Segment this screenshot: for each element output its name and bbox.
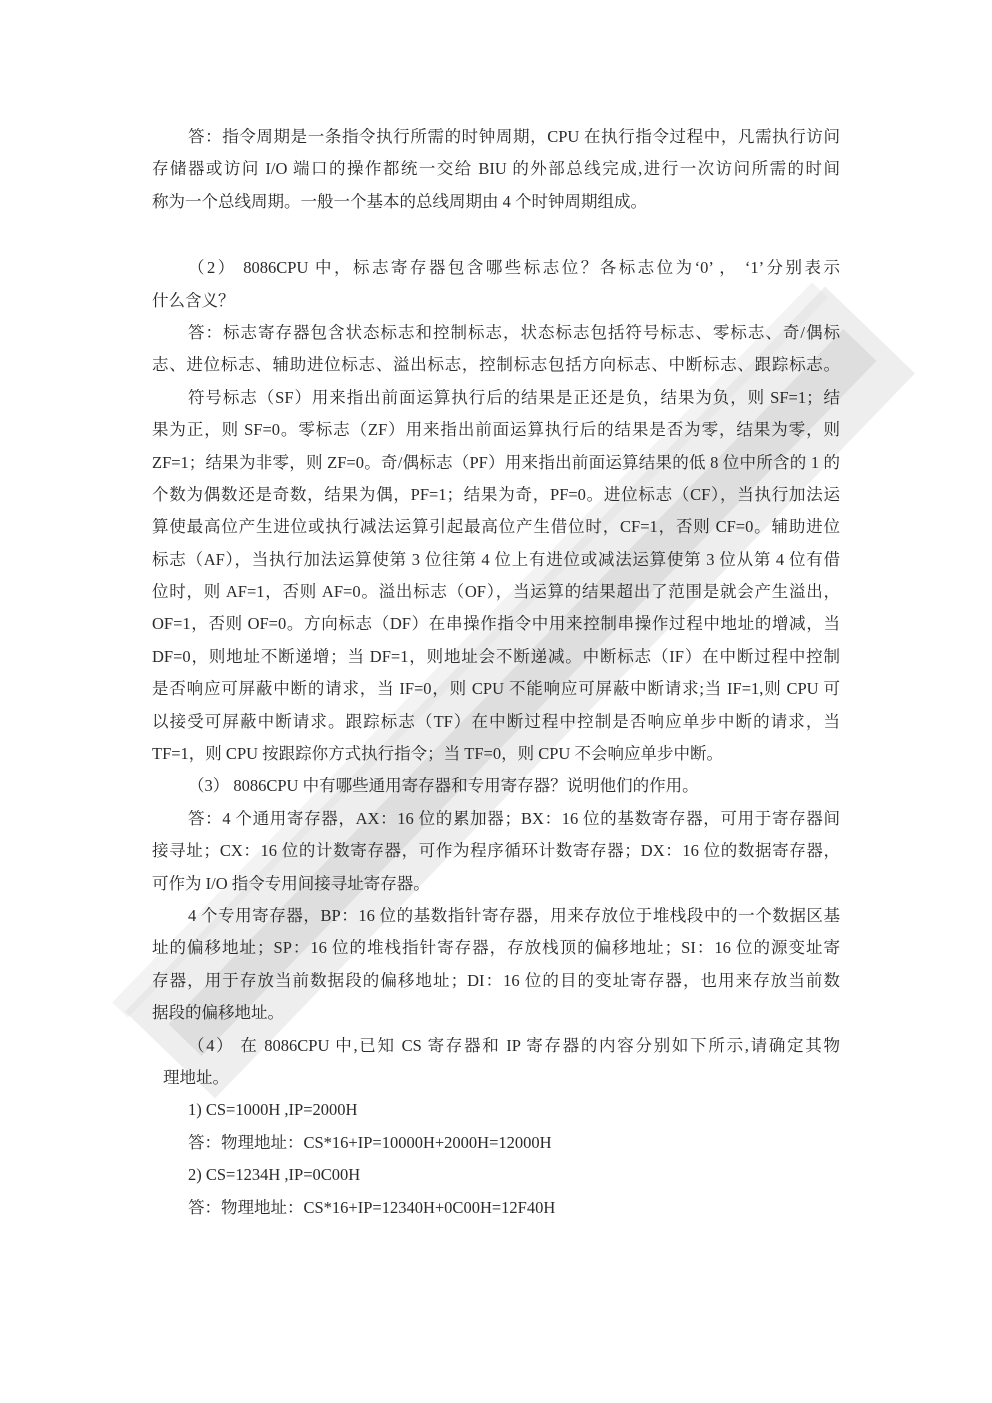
answer-2-detail-line-12: TF=1，则 CPU 按跟踪你方式执行指令；当 TF=0，则 CPU 不会响应单步中断。 xyxy=(152,744,723,764)
case-2-answer: 答：物理地址：CS*16+IP=12340H+0C00H=12F40H xyxy=(188,1197,556,1217)
question-3 xyxy=(152,770,840,1029)
answer-1-line-2: 存储器或访问 I/O 端口的操作都统一交给 BIU 的外部总线完成,进行一次访问所需的时间 xyxy=(152,159,840,179)
question-4-line-1: （4） 在 8086CPU 中,已知 CS 寄存器和 IP 寄存器的内容分别如下所示,请确定其物 xyxy=(188,1035,840,1055)
answer-3-special-line-3: 存器，用于存放当前数据段的偏移地址；DI：16 位的目的变址寄存器，也用来存放当前数 xyxy=(152,970,840,990)
answer-3-special-line-2: 址的偏移地址；SP：16 位的堆栈指针寄存器，存放栈顶的偏移地址；SI：16 位的源变址寄 xyxy=(152,938,840,958)
answer-3-general-line-1: 答：4 个通用寄存器，AX：16 位的累加器；BX：16 位的基数寄存器，可用于寄存器间 xyxy=(188,808,840,828)
answer-2-detail-line-1: 符号标志（SF）用来指出前面运算执行后的结果是正还是负，结果为负，则 SF=1；结 xyxy=(188,387,840,407)
question-2 xyxy=(152,252,840,770)
question-4 xyxy=(152,1030,840,1224)
answer-2-summary-line-1: 答：标志寄存器包含状态标志和控制标志，状态标志包括符号标志、零标志、奇/偶标 xyxy=(188,322,840,342)
answer-2-summary-line-2: 志、进位标志、辅助进位标志、溢出标志，控制标志包括方向标志、中断标志、跟踪标志。 xyxy=(152,355,840,375)
answer-3-general-line-2: 接寻址；CX：16 位的计数寄存器，可作为程序循环计数寄存器；DX：16 位的数据寄存器， xyxy=(152,841,840,861)
answer-2-detail-line-2: 果为正，则 SF=0。零标志（ZF）用来指出前面运算执行后的结果是否为零，结果为零，则 xyxy=(152,420,840,440)
question-2-line-2: 什么含义？ xyxy=(152,290,235,310)
answer-1-line-3: 称为一个总线周期。一般一个基本的总线周期由 4 个时钟周期组成。 xyxy=(152,191,647,211)
answer-3-special-line-1: 4 个专用寄存器，BP：16 位的基数指针寄存器，用来存放位于堆栈段中的一个数据区基 xyxy=(188,905,840,925)
answer-2-detail-line-6: 标志（AF），当执行加法运算使第 3 位往第 4 位上有进位或减法运算使第 3 位从第 4 位有借 xyxy=(152,549,840,569)
answer-1 xyxy=(152,121,840,218)
document-body xyxy=(152,121,840,1224)
answer-2-detail-line-11: 以接受可屏蔽中断请求。跟踪标志（TF）在中断过程中控制是否响应单步中断的请求，当 xyxy=(152,711,840,731)
case-2-given: 2) CS=1234H ,IP=0C00H xyxy=(188,1165,361,1185)
answer-1-line-1: 答：指令周期是一条指令执行所需的时钟周期，CPU 在执行指令过程中，凡需执行访问 xyxy=(188,127,840,146)
answer-2-detail-line-7: 位时，则 AF=1，否则 AF=0。溢出标志（OF），当运算的结果超出了范围是就会产生溢出， xyxy=(152,582,840,602)
answer-3-special-line-4: 据段的偏移地址。 xyxy=(152,1003,284,1023)
answer-2-detail-line-5: 算使最高位产生进位或执行减法运算引起最高位产生借位时，CF=1，否则 CF=0。辅助进位 xyxy=(152,517,840,537)
answer-3-general-line-3: 可作为 I/O 指令专用间接寻址寄存器。 xyxy=(152,873,430,893)
question-4-line-2: 理地址。 xyxy=(163,1067,229,1087)
question-3-line-1: （3） 8086CPU 中有哪些通用寄存器和专用寄存器？说明他们的作用。 xyxy=(188,776,699,796)
answer-2-detail-line-3: ZF=1；结果为非零，则 ZF=0。奇/偶标志（PF）用来指出前面运算结果的低 8 位中所含的 1 的 xyxy=(152,452,840,472)
answer-2-detail-line-8: OF=1，否则 OF=0。方向标志（DF）在串操作指令中用来控制串操作过程中地址的增减，当 xyxy=(152,614,840,634)
case-1-answer: 答：物理地址：CS*16+IP=10000H+2000H=12000H xyxy=(188,1132,552,1152)
answer-2-detail-line-9: DF=0，则地址不断递增；当 DF=1，则地址会不断递减。中断标志（IF）在中断过程中控制 xyxy=(152,646,840,666)
paragraph-gap xyxy=(152,218,840,252)
question-2-line-1: （2） 8086CPU 中，标志寄存器包含哪些标志位？各标志位为‘0’ ， ‘1’分别表示 xyxy=(188,258,840,278)
answer-2-detail-line-4: 个数为偶数还是奇数，结果为偶，PF=1；结果为奇，PF=0。进位标志（CF），当执行加法运 xyxy=(152,484,840,504)
answer-2-detail-line-10: 是否响应可屏蔽中断的请求，当 IF=0，则 CPU 不能响应可屏蔽中断请求;当 IF=1,则 CPU 可 xyxy=(152,679,840,699)
case-1-given: 1) CS=1000H ,IP=2000H xyxy=(188,1100,358,1120)
